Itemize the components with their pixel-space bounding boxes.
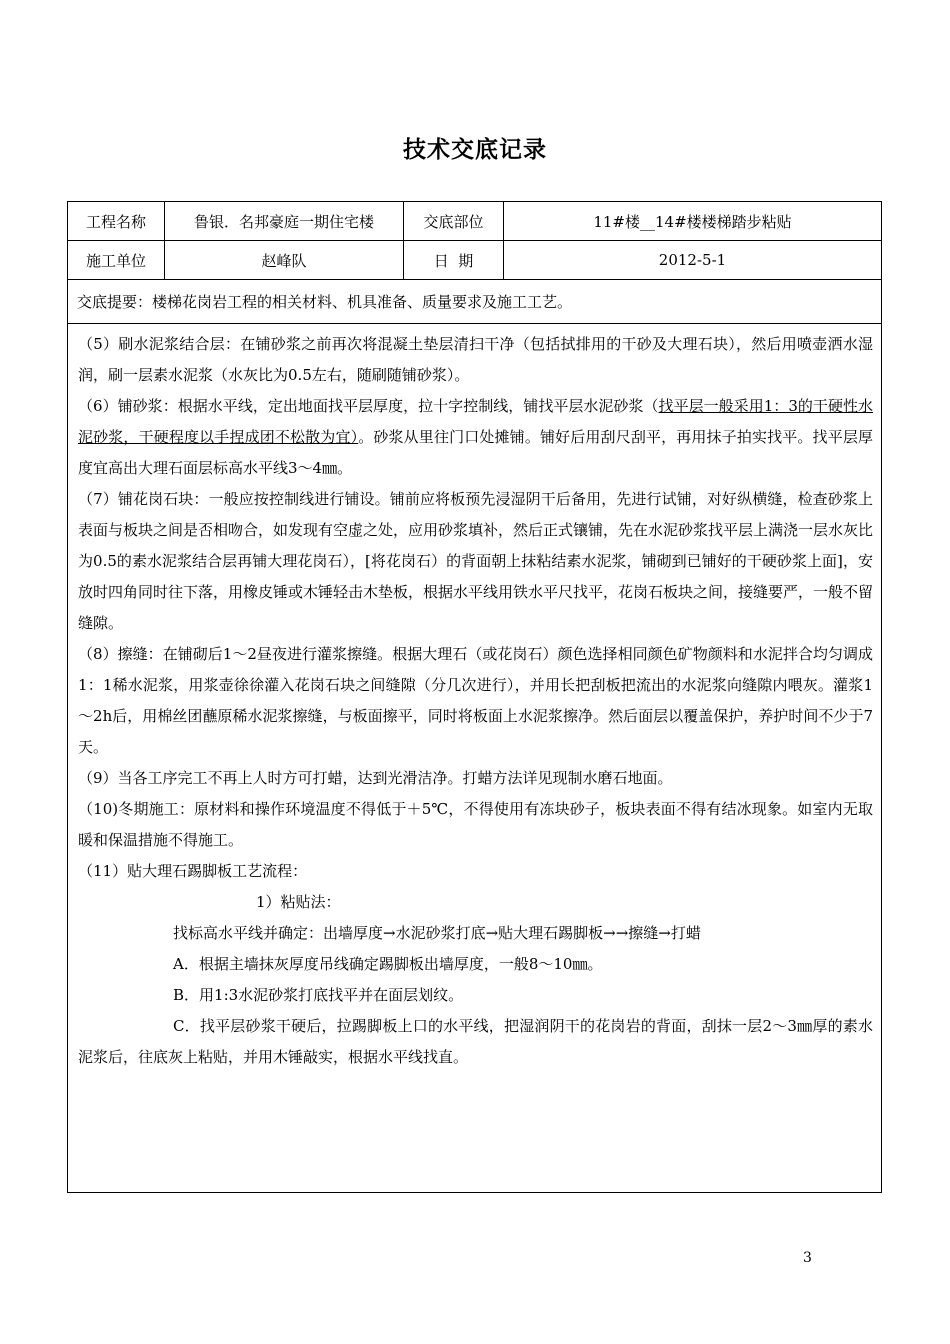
- record-table: [67, 201, 882, 1193]
- summary-row: 交底提要：楼梯花岗岩工程的相关材料、机具准备、质量要求及施工工艺。: [68, 280, 881, 324]
- header-row-unit: [68, 241, 881, 280]
- step-a: A．根据主墙抹灰厚度吊线确定踢脚板出墙厚度，一般8～10㎜。: [173, 955, 603, 973]
- paragraph-6-part-b: 。砂浆从里往门口处摊铺。铺好后用刮尺刮平，再用抹子拍实找平。找平层厚度宜高出大理石面层标高水平线3～4㎜。: [78, 428, 873, 477]
- paragraph-6-part-a: （6）铺砂浆：根据水平线，定出地面找平层厚度，拉十字控制线，铺找平层水泥砂浆（: [78, 397, 659, 415]
- project-name-value: 鲁银．名邦豪庭一期住宅楼: [165, 202, 404, 240]
- header-row-project: [68, 202, 881, 241]
- content-body: [68, 324, 881, 1192]
- paragraph-5: （5）刷水泥浆结合层：在铺砂浆之前再次将混凝土垫层清扫干净（包括拭排用的干砂及大理石块），然后用喷壶洒水湿润，刷一层素水泥浆（水灰比为0.5左右，随刷随铺砂浆）。: [78, 335, 873, 384]
- document-title: 技术交底记录: [403, 137, 547, 163]
- paragraph-11: （11）贴大理石踢脚板工艺流程：: [78, 862, 308, 880]
- paragraph-11-1: 1）粘贴法：: [256, 893, 341, 911]
- date-label: 日 期: [404, 241, 504, 279]
- paragraph-6: [78, 391, 873, 484]
- step-c: C．找平层砂浆干硬后，拉踢脚板上口的水平线，把湿润阴干的花岗岩的背面，刮抹一层2～3㎜厚的素水泥浆后，往底灰上粘贴，并用木锤敲实，根据水平线找直。: [78, 1017, 873, 1066]
- paragraph-8: （8）擦缝：在铺砌后1～2昼夜进行灌浆擦缝。根据大理石（或花岗石）颜色选择相同颜色矿物颜料和水泥拌合均匀调成1：1稀水泥浆，用浆壶徐徐灌入花岗石块之间缝隙（分几次进行），并用长把刮板把流出的水泥浆向缝隙内喂灰。灌浆1～2h后，用棉丝团蘸原稀水泥浆擦缝，与板面擦平，同时将板面上水泥浆擦净。然后面层以覆盖保护，养护时间不少于7天。: [78, 645, 873, 756]
- step-b: B．用1:3水泥砂浆打底找平并在面层划纹。: [173, 986, 464, 1004]
- part-label: 交底部位: [404, 202, 504, 240]
- date-value: 2012-5-1: [658, 251, 727, 269]
- page-number: 3: [803, 1250, 812, 1266]
- part-value: 11#楼__14#楼楼梯踏步粘贴: [593, 212, 792, 231]
- project-name-label: 工程名称: [68, 202, 165, 240]
- unit-label: 施工单位: [68, 241, 165, 279]
- paragraph-10: （10)冬期施工：原材料和操作环境温度不得低于＋5℃，不得使用有冻块砂子，板块表面不得有结冰现象。如室内无取暖和保温措施不得施工。: [78, 800, 873, 849]
- process-flow: 找标高水平线并确定：出墙厚度→水泥砂浆打底→贴大理石踢脚板→→擦缝→打蜡: [173, 924, 701, 942]
- paragraph-7: （7）铺花岗石块：一般应按控制线进行铺设。铺前应将板预先浸湿阴干后备用，先进行试铺，对好纵横缝，检查砂浆上表面与板块之间是否相吻合，如发现有空虚之处，应用砂浆填补，然后正式镶铺，先在水泥砂浆找平层上满浇一层水灰比为0.5的素水泥浆结合层再铺大理花岗石），[将花岗石）的背面朝上抹粘结素水泥浆，铺砌到已铺好的干硬砂浆上面]，安放时四角同时往下落，用橡皮锤或木锤轻击木垫板，根据水平线用铁水平尺找平，花岗石板块之间，接缝要严，一般不留缝隙。: [78, 490, 874, 632]
- paragraph-6-underlined: 找平层一般采用1：3的干硬性水泥砂浆，干硬程度以手捏成团不松散为宜）: [78, 397, 873, 446]
- unit-value: 赵峰队: [165, 241, 404, 279]
- paragraph-9: （9）当各工序完工不再上人时方可打蜡，达到光滑洁净。打蜡方法详见现制水磨石地面。: [78, 769, 673, 787]
